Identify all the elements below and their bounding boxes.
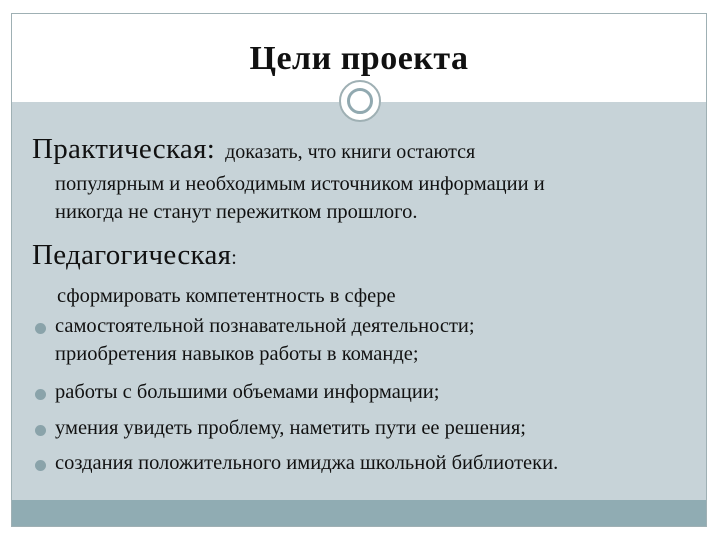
list-item: работы с большими объемами информации; — [55, 381, 440, 403]
practical-heading-line — [32, 133, 475, 166]
list-item-continuation: приобретения навыков работы в команде; — [55, 343, 419, 365]
slide-title: Цели проекта — [249, 40, 469, 77]
practical-first-line: доказать, что книги остаются — [225, 141, 476, 163]
practical-line: никогда не станут пережитком прошлого. — [55, 201, 418, 223]
practical-heading-colon: : — [206, 133, 216, 165]
bullet-icon — [35, 389, 46, 400]
pedagogical-heading-colon: : — [231, 247, 237, 269]
list-item: создания положительного имиджа школьной библиотеки. — [55, 452, 559, 474]
list-item: умения увидеть проблему, наметить пути ее решения; — [55, 417, 526, 439]
bullet-icon — [35, 323, 46, 334]
bullet-icon — [35, 425, 46, 436]
practical-line: популярным и необходимым источником информации и — [55, 173, 545, 195]
practical-heading: Практическая — [32, 133, 207, 165]
pedagogical-intro: сформировать компетентность в сфере — [57, 285, 396, 307]
pedagogical-heading-line — [32, 239, 237, 272]
list-item: самостоятельной познавательной деятельности; — [55, 315, 475, 337]
pedagogical-heading: Педагогическая — [32, 239, 232, 271]
bullet-icon — [35, 460, 46, 471]
